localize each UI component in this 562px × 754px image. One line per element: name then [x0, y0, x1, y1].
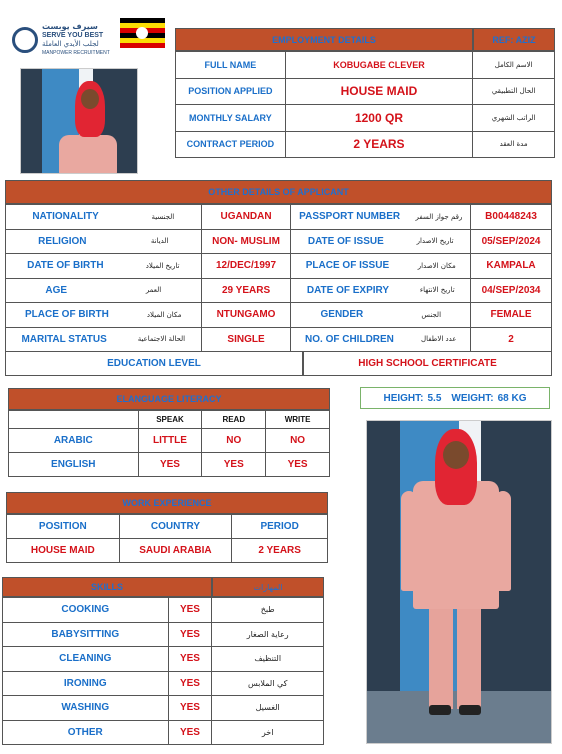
skill-value: YES: [168, 671, 212, 696]
work-period: 2 YEARS: [232, 539, 328, 563]
employment-header: EMPLOYMENT DETAILS: [175, 28, 473, 51]
work-col-header: COUNTRY: [119, 515, 232, 539]
language-level: YES: [266, 453, 330, 477]
employment-value: 1200 QR: [285, 105, 472, 132]
logo-mark: [12, 27, 38, 53]
detail-label-ar: العمر: [145, 286, 162, 295]
detail-row: [6, 205, 552, 230]
detail-label: [6, 254, 202, 279]
height-label: HEIGHT:: [383, 392, 424, 404]
logo-arabic-sub: لجلب الأيدي العاملة: [42, 40, 99, 48]
skill-arabic: التنظيف: [212, 647, 324, 672]
height-weight-box: [360, 387, 550, 409]
detail-row: [6, 229, 552, 254]
detail-label-en: NO. OF CHILDREN: [305, 333, 394, 345]
applicant-photo-large: [366, 420, 552, 744]
detail-label-ar: تاريخ الانتهاء: [419, 286, 455, 295]
skill-name: BABYSITTING: [3, 622, 169, 647]
detail-value: 05/SEP/2024: [471, 229, 552, 254]
employment-value: 2 YEARS: [285, 131, 472, 158]
employment-row: [176, 52, 555, 79]
logo-sub: MANPOWER RECRUITMENT: [42, 50, 110, 56]
education-value: HIGH SCHOOL CERTIFICATE: [303, 352, 552, 376]
skills-header-ar: المهارات: [212, 577, 324, 597]
skill-name: IRONING: [3, 671, 169, 696]
language-name: ENGLISH: [9, 453, 139, 477]
work-col-header: PERIOD: [232, 515, 328, 539]
detail-label-en: GENDER: [320, 309, 364, 321]
language-col-header-row: [9, 411, 330, 429]
uganda-flag-icon: [120, 18, 165, 48]
employment-details: [175, 28, 555, 158]
skill-name: CLEANING: [3, 647, 169, 672]
language-level: YES: [138, 453, 202, 477]
logo-name: SERVE YOU BEST: [42, 32, 104, 39]
work-experience: [6, 492, 328, 563]
detail-label-ar: عدد الاطفال: [421, 335, 457, 344]
detail-label-ar: الحالة الاجتماعية: [137, 335, 186, 344]
language-col-header: READ: [202, 411, 266, 429]
language-literacy: [8, 388, 330, 477]
detail-value: NTUNGAMO: [201, 303, 291, 328]
skill-row: [3, 647, 324, 672]
skills: [2, 577, 324, 745]
skill-row: [3, 598, 324, 623]
language-level: NO: [202, 429, 266, 453]
employment-row: [176, 78, 555, 105]
employment-arabic: الحال التطبيقي: [473, 78, 555, 105]
work-position: HOUSE MAID: [7, 539, 120, 563]
detail-label: [291, 229, 471, 254]
detail-label-en: NATIONALITY: [32, 211, 99, 223]
skills-header: SKILLS: [2, 577, 212, 597]
language-level: YES: [202, 453, 266, 477]
employment-value: HOUSE MAID: [285, 78, 472, 105]
weight-label: WEIGHT:: [451, 392, 494, 404]
language-row: [9, 453, 330, 477]
skill-value: YES: [168, 622, 212, 647]
skill-name: OTHER: [3, 720, 169, 745]
weight-value: 68 KG: [497, 392, 527, 404]
language-level: NO: [266, 429, 330, 453]
detail-label: [6, 229, 202, 254]
detail-value: UGANDAN: [201, 205, 291, 230]
skill-row: [3, 720, 324, 745]
skill-row: [3, 696, 324, 721]
employment-arabic: مدة العقد: [473, 131, 555, 158]
detail-value: NON- MUSLIM: [201, 229, 291, 254]
other-details-header: OTHER DETAILS OF APPLICANT: [5, 180, 552, 204]
skill-value: YES: [168, 696, 212, 721]
detail-value: B00448243: [471, 205, 552, 230]
detail-label-ar: الجنس: [421, 310, 442, 319]
language-col-header: WRITE: [266, 411, 330, 429]
detail-label-ar: مكان الاصدار: [417, 261, 456, 270]
ref-label: REF: AZIZ: [473, 28, 555, 51]
detail-label-ar: الديانة: [150, 237, 169, 246]
skill-row: [3, 671, 324, 696]
detail-label-en: DATE OF ISSUE: [307, 235, 384, 247]
employment-label: CONTRACT PERIOD: [176, 131, 286, 158]
company-logo: [12, 20, 112, 60]
detail-label-en: AGE: [45, 284, 68, 296]
detail-label-en: MARITAL STATUS: [21, 333, 107, 345]
skill-value: YES: [168, 647, 212, 672]
detail-row: [6, 254, 552, 279]
detail-value: 04/SEP/2034: [471, 278, 552, 303]
detail-label: [6, 278, 202, 303]
language-level: LITTLE: [138, 429, 202, 453]
detail-row: [6, 303, 552, 328]
detail-row: [6, 327, 552, 352]
detail-label: [291, 254, 471, 279]
language-corner: [9, 411, 139, 429]
detail-label: [291, 278, 471, 303]
detail-label-en: PLACE OF BIRTH: [25, 309, 109, 321]
education-label: EDUCATION LEVEL: [5, 352, 303, 376]
detail-label-ar: رقم جواز السفر: [415, 212, 463, 221]
detail-label-en: PASSPORT NUMBER: [299, 211, 401, 223]
detail-label: [291, 205, 471, 230]
skill-name: WASHING: [3, 696, 169, 721]
detail-value: 29 YEARS: [201, 278, 291, 303]
detail-label: [6, 303, 202, 328]
detail-value: FEMALE: [471, 303, 552, 328]
work-header: WORK EXPERIENCE: [6, 492, 328, 514]
employment-label: MONTHLY SALARY: [176, 105, 286, 132]
skill-arabic: كي الملابس: [212, 671, 324, 696]
detail-label-en: DATE OF EXPIRY: [306, 284, 390, 296]
detail-label: [6, 205, 202, 230]
employment-row: [176, 131, 555, 158]
skill-name: COOKING: [3, 598, 169, 623]
detail-value: 2: [471, 327, 552, 352]
detail-value: SINGLE: [201, 327, 291, 352]
skill-row: [3, 622, 324, 647]
applicant-photo-small: [20, 68, 138, 174]
work-row: [7, 539, 328, 563]
work-col-header: POSITION: [7, 515, 120, 539]
detail-label-en: RELIGION: [38, 235, 87, 247]
employment-row: [176, 105, 555, 132]
detail-label: [291, 303, 471, 328]
logo-arabic: سيرف يوبست: [42, 22, 98, 31]
detail-value: KAMPALA: [471, 254, 552, 279]
detail-label-en: PLACE OF ISSUE: [305, 260, 390, 272]
detail-label: [291, 327, 471, 352]
detail-label-ar: الجنسية: [151, 212, 175, 221]
detail-label-ar: تاريخ الاصدار: [416, 237, 454, 246]
detail-label: [6, 327, 202, 352]
language-header: ELANGUAGE LITERACY: [8, 388, 330, 410]
employment-label: FULL NAME: [176, 52, 286, 79]
skill-arabic: رعاية الصغار: [212, 622, 324, 647]
work-col-header-row: [7, 515, 328, 539]
detail-label-en: DATE OF BIRTH: [27, 260, 104, 272]
employment-arabic: الاسم الكامل: [473, 52, 555, 79]
other-details: [5, 180, 552, 376]
language-col-header: SPEAK: [138, 411, 202, 429]
detail-label-ar: تاريخ الميلاد: [145, 261, 180, 270]
skill-arabic: طبخ: [212, 598, 324, 623]
language-name: ARABIC: [9, 429, 139, 453]
skill-value: YES: [168, 720, 212, 745]
language-row: [9, 429, 330, 453]
height-value: 5.5: [427, 392, 442, 404]
employment-label: POSITION APPLIED: [176, 78, 286, 105]
detail-value: 12/DEC/1997: [201, 254, 291, 279]
employment-value: KOBUGABE CLEVER: [285, 52, 472, 79]
detail-row: [6, 278, 552, 303]
detail-label-ar: مكان الميلاد: [146, 310, 182, 319]
skill-arabic: اخر: [212, 720, 324, 745]
employment-arabic: الراتب الشهري: [473, 105, 555, 132]
work-country: SAUDI ARABIA: [119, 539, 232, 563]
skill-value: YES: [168, 598, 212, 623]
skill-arabic: الغسيل: [212, 696, 324, 721]
